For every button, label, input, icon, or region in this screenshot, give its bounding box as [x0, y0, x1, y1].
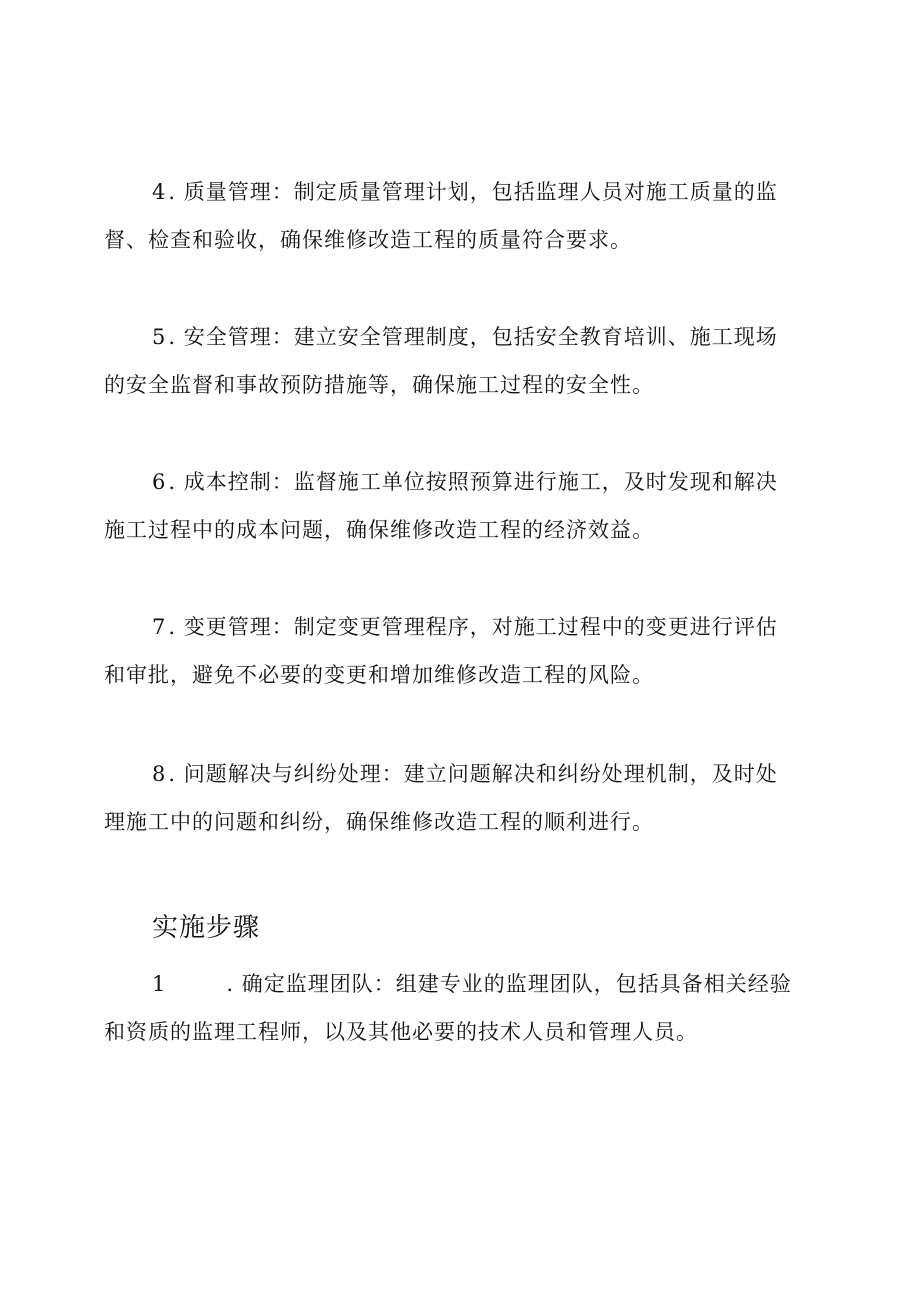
step-text-line1: . 确定监理团队：组建专业的监理团队，包括具备相关经验 [226, 972, 792, 996]
item-number: 6 [152, 470, 167, 494]
list-item-line [104, 603, 816, 651]
section-heading: 实施步骤 [152, 913, 261, 943]
item-text-line1: . 安全管理：建立安全管理制度，包括安全教育培训、施工现场 [168, 325, 778, 349]
item-text-line1: . 质量管理：制定质量管理计划，包括监理人员对施工质量的监 [168, 180, 778, 204]
list-item-7 [104, 603, 816, 699]
item-text-line1: . 问题解决与纠纷处理：建立问题解决和纠纷处理机制，及时处 [168, 762, 778, 786]
item-text-line2: 施工过程中的成本问题，确保维修改造工程的经济效益。 [104, 518, 654, 542]
item-number: 5 [152, 325, 167, 349]
item-text-line2: 和审批，避免不必要的变更和增加维修改造工程的风险。 [104, 663, 654, 687]
item-number: 4 [152, 180, 167, 204]
item-number: 8 [152, 762, 167, 786]
item-number: 7 [152, 615, 167, 639]
list-item-5 [104, 313, 816, 409]
step-item-1 [104, 960, 816, 1056]
step-number: 1 [152, 972, 167, 996]
item-text-line2: 督、检查和验收，确保维修改造工程的质量符合要求。 [104, 228, 632, 252]
list-item-6 [104, 458, 816, 554]
list-item-4 [104, 168, 816, 264]
step-line [104, 960, 816, 1008]
item-text-line1: . 成本控制：监督施工单位按照预算进行施工，及时发现和解决 [168, 470, 778, 494]
item-text-line1: . 变更管理：制定变更管理程序，对施工过程中的变更进行评估 [168, 615, 778, 639]
list-item-line [104, 750, 816, 798]
list-item-line [104, 313, 816, 361]
step-text-line2: 和资质的监理工程师，以及其他必要的技术人员和管理人员。 [104, 1020, 698, 1044]
item-text-line2: 理施工中的问题和纠纷，确保维修改造工程的顺利进行。 [104, 810, 654, 834]
list-item-line [104, 168, 816, 216]
item-text-line2: 的安全监督和事故预防措施等，确保施工过程的安全性。 [104, 373, 654, 397]
list-item-line [104, 458, 816, 506]
list-item-8 [104, 750, 816, 846]
